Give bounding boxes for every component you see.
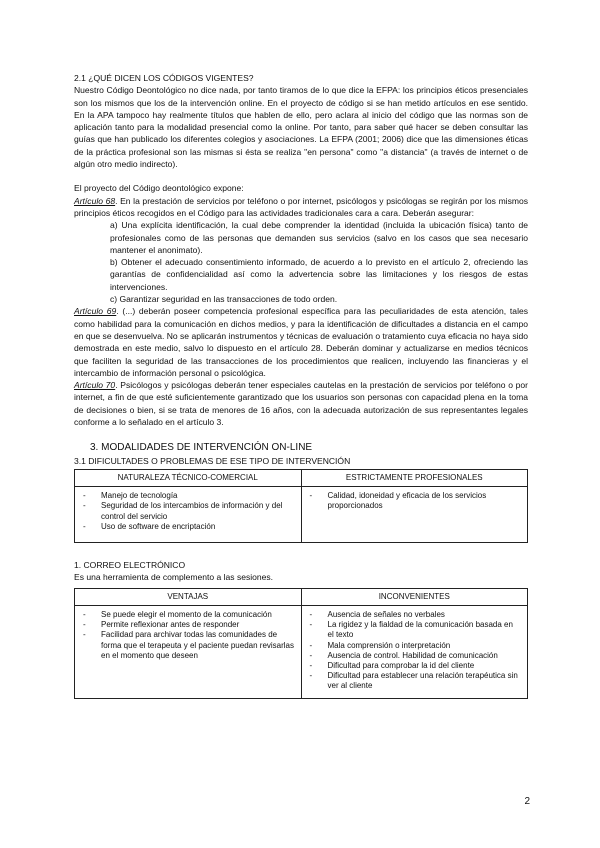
difficulties-table	[74, 469, 528, 543]
list-item: - Dificultad para comprobar la id del cliente	[308, 661, 522, 671]
list-item: - Dificultad para establecer una relación terapéutica sin ver al cliente	[308, 671, 522, 691]
table2-disadvantages-cell	[301, 605, 528, 698]
list-item: - Seguridad de los intercambios de información y del control del servicio	[81, 501, 295, 521]
table2-header-advantages: VENTAJAS	[75, 588, 302, 605]
article-68-item-c: c) Garantizar seguridad en las transacciones de todo orden.	[110, 294, 338, 305]
list-item: - Permite reflexionar antes de responder	[81, 620, 295, 630]
article-68-item-b: b) Obtener el adecuado consentimiento informado, de acuerdo a lo previsto en el artículo 2, ofreciendo las garantías de confidencialidad así como la advertencia sobre las limitaciones y los riesgos de estas intervenciones.	[110, 257, 528, 292]
article-68-item-a: a) Una explícita identificación, la cual debe comprender la identidad (incluida la ubicación física) tanto de profesionales como de las personas que demanden sus servicios (salvo en los casos que sea necesario mantener el anonimato).	[110, 220, 528, 255]
list-item: - Facilidad para archivar todas las comunidades de forma que el terapeuta y el paciente puedan revisarlas en el momento que deseen	[81, 630, 295, 661]
table1-header-technical: NATURALEZA TÉCNICO-COMERCIAL	[75, 469, 302, 486]
section-2-1-paragraph: Nuestro Código Deontológico no dice nada, por tanto tiramos de lo que dice la EFPA: los principios éticos presenciales son los mismos que los de la intervención online. En el proyecto de código si se han metido artículos en ese sentido. En la APA tampoco hay realmente títulos que hablen de ello, pero aclara al inicio del código que las normas son de aplicación tanto para la modalidad presencial como la online. Por tanto, para saber qué hacer se deben consultar las guías que han publicado los diferentes colegios y asociaciones. La EFPA (2001; 2006) dice que las dimensiones éticas de la práctica profesional son las mismas si ésta se realiza "en persona" como "a distancia" (a través de internet o de algún otro medio indirecto).	[74, 85, 528, 170]
table1-header-professional: ESTRICTAMENTE PROFESIONALES	[301, 469, 528, 486]
list-item: - La rigidez y la fialdad de la comunicación basada en el texto	[308, 620, 522, 640]
article-68-ref: Artículo 68	[74, 195, 116, 206]
list-item: - Ausencia de señales no verbales	[308, 610, 522, 620]
email-table	[74, 588, 528, 699]
document-page	[74, 72, 528, 699]
table2-advantages-cell	[75, 605, 302, 698]
list-item: - Se puede elegir el momento de la comunicación	[81, 610, 295, 620]
section-2-1-heading: 2.1 ¿QUÉ DICEN LOS CÓDIGOS VIGENTES?	[74, 73, 254, 83]
list-item: - Manejo de tecnología	[81, 491, 295, 501]
email-intro: Es una herramienta de complemento a las sesiones.	[74, 572, 274, 583]
code-intro: El proyecto del Código deontológico expone:	[74, 183, 244, 194]
article-68	[74, 195, 528, 220]
article-69-text: . (...) deberán poseer competencia profesional específica para las peculiaridades de esta atención, tales como habilidad para la comunicación en dichos medios, y para la identificación de dificultades a distancia en el campo en que se desenvuelva. No se aplicarán instrumentos y técnicas de evaluación o tratamiento cuya eficacia no haya sido demostrada en este medio, salvo lo dispuesto en el artículo 28. Deberán dominar y actualizarse en medios técnicos que faciliten la seguridad de las transacciones de los procedimientos que realicen, incluyendo las financieras y el intercambio de información personal o psicológica.	[74, 306, 528, 378]
list-item: - Uso de software de encriptación	[81, 522, 295, 532]
table1-technical-cell	[75, 487, 302, 543]
section-3-1-heading: 3.1 DIFICULTADES O PROBLEMAS DE ESE TIPO DE INTERVENCIÓN	[74, 455, 351, 466]
page-number: 2	[524, 796, 530, 807]
article-70	[74, 379, 528, 428]
list-item: - Calidad, idoneidad y eficacia de los servicios proporcionados	[308, 491, 522, 511]
list-item: - Ausencia de control. Habilidad de comunicación	[308, 651, 522, 661]
article-69-ref: Artículo 69	[74, 306, 117, 317]
article-70-text: . Psicólogos y psicólogas deberán tener especiales cautelas en la prestación de servicios por teléfono o por internet, a fin de que esté suficientemente garantizado que los usuarios son personas con capacidad plena en la toma de decisiones o bien, si se trata de menores de 16 años, con la adecuada autorización de sus representantes legales conforme a lo señalado en el artículo 3.	[74, 380, 528, 428]
article-70-ref: Artículo 70	[74, 380, 116, 391]
email-heading: 1. CORREO ELECTRÓNICO	[74, 560, 186, 571]
table2-header-disadvantages: INCONVENIENTES	[301, 588, 528, 605]
table1-professional-cell	[301, 487, 528, 543]
list-item: - Mala comprensión o interpretación	[308, 641, 522, 651]
section-3-heading: 3. MODALIDADES DE INTERVENCIÓN ON-LINE	[90, 442, 313, 454]
article-68-text: . En la prestación de servicios por teléfono o por internet, psicólogos y psicólogas se regirán por los mismos principios éticos recogidos en el Código para las actividades tradicionales cara a cara. Deberán asegurar:	[74, 195, 529, 218]
article-69	[74, 305, 528, 379]
